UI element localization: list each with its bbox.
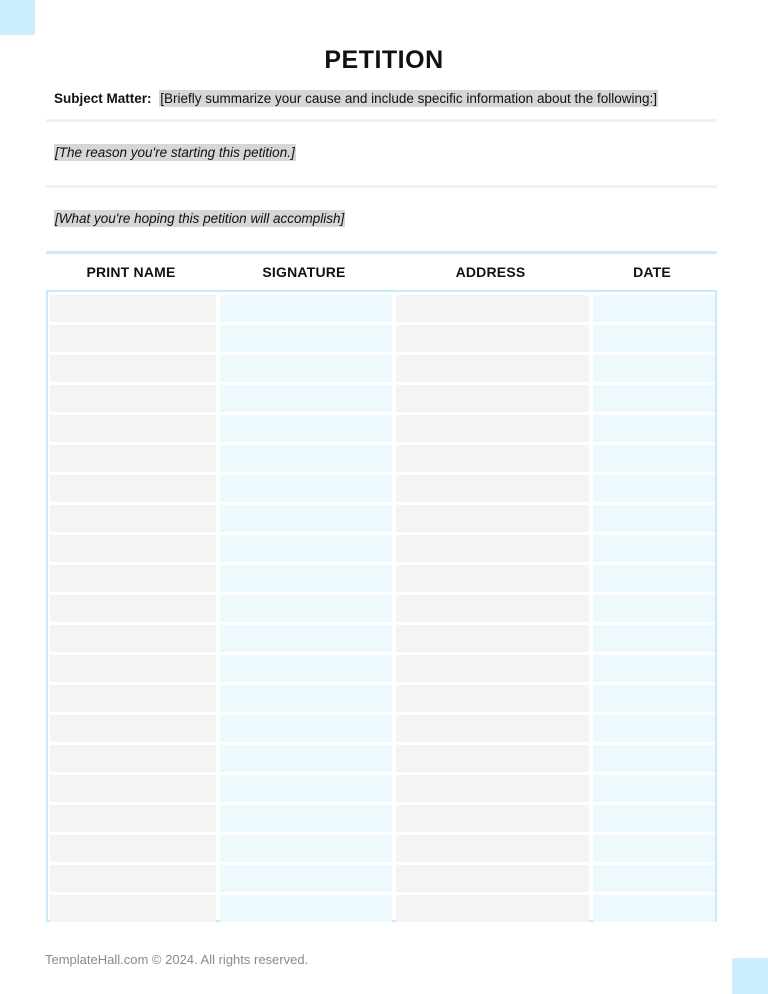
subject-matter-text[interactable]: [Briefly summarize your cause and include specific information about the following:] [160,91,658,106]
table-row [48,655,715,682]
cell-date[interactable] [593,475,715,502]
cell-date[interactable] [593,565,715,592]
cell-address[interactable] [396,325,589,352]
table-row [48,625,715,652]
cell-print-name[interactable] [50,415,216,442]
goal-row [54,211,345,226]
cell-address[interactable] [396,865,589,892]
cell-signature[interactable] [220,385,392,412]
subject-matter-label: Subject Matter: [54,91,152,106]
table-row [48,475,715,502]
cell-signature[interactable] [220,355,392,382]
cell-date[interactable] [593,685,715,712]
table-row [48,715,715,742]
cell-print-name[interactable] [50,355,216,382]
cell-signature[interactable] [220,445,392,472]
table-row [48,445,715,472]
cell-signature[interactable] [220,625,392,652]
cell-signature[interactable] [220,415,392,442]
cell-print-name[interactable] [50,895,216,922]
cell-date[interactable] [593,715,715,742]
cell-signature[interactable] [220,715,392,742]
cell-date[interactable] [593,805,715,832]
cell-date[interactable] [593,355,715,382]
cell-address[interactable] [396,655,589,682]
cell-print-name[interactable] [50,865,216,892]
cell-address[interactable] [396,505,589,532]
table-row [48,745,715,772]
corner-accent-top-left [0,0,35,35]
cell-print-name[interactable] [50,745,216,772]
cell-date[interactable] [593,835,715,862]
cell-signature[interactable] [220,475,392,502]
cell-signature[interactable] [220,865,392,892]
cell-address[interactable] [396,745,589,772]
cell-signature[interactable] [220,775,392,802]
cell-address[interactable] [396,625,589,652]
footer-copyright: TemplateHall.com © 2024. All rights reserved. [45,952,309,967]
cell-print-name[interactable] [50,625,216,652]
column-header-print-name: PRINT NAME [86,264,176,280]
cell-address[interactable] [396,415,589,442]
cell-signature[interactable] [220,745,392,772]
reason-text[interactable]: [The reason you're starting this petition.] [55,145,295,160]
cell-address[interactable] [396,805,589,832]
cell-print-name[interactable] [50,295,216,322]
cell-print-name[interactable] [50,655,216,682]
table-row [48,355,715,382]
cell-print-name[interactable] [50,805,216,832]
table-row [48,775,715,802]
cell-print-name[interactable] [50,535,216,562]
cell-address[interactable] [396,685,589,712]
cell-date[interactable] [593,655,715,682]
cell-print-name[interactable] [50,685,216,712]
cell-date[interactable] [593,445,715,472]
cell-date[interactable] [593,295,715,322]
divider-2 [46,185,717,188]
cell-address[interactable] [396,385,589,412]
table-row [48,805,715,832]
cell-date[interactable] [593,385,715,412]
cell-signature[interactable] [220,835,392,862]
table-row [48,295,715,322]
cell-date[interactable] [593,625,715,652]
cell-print-name[interactable] [50,475,216,502]
cell-date[interactable] [593,505,715,532]
cell-signature[interactable] [220,895,392,922]
cell-print-name[interactable] [50,505,216,532]
cell-signature[interactable] [220,805,392,832]
column-header-date: DATE [633,264,671,280]
cell-date[interactable] [593,775,715,802]
cell-print-name[interactable] [50,325,216,352]
table-row [48,505,715,532]
column-header-signature: SIGNATURE [262,264,346,280]
cell-date[interactable] [593,415,715,442]
cell-address[interactable] [396,595,589,622]
table-row [48,385,715,412]
cell-address[interactable] [396,775,589,802]
table-row [48,415,715,442]
cell-signature[interactable] [220,685,392,712]
table-row [48,595,715,622]
cell-address[interactable] [396,535,589,562]
cell-address[interactable] [396,355,589,382]
cell-date[interactable] [593,895,715,922]
cell-date[interactable] [593,595,715,622]
cell-signature[interactable] [220,595,392,622]
table-row [48,895,715,922]
cell-address[interactable] [396,895,589,922]
cell-print-name[interactable] [50,595,216,622]
cell-print-name[interactable] [50,565,216,592]
table-row [48,325,715,352]
column-header-address: ADDRESS [455,264,526,280]
table-top-rule [46,251,717,254]
cell-signature[interactable] [220,565,392,592]
cell-print-name[interactable] [50,835,216,862]
cell-address[interactable] [396,715,589,742]
cell-print-name[interactable] [50,775,216,802]
cell-date[interactable] [593,535,715,562]
cell-print-name[interactable] [50,385,216,412]
cell-address[interactable] [396,445,589,472]
cell-address[interactable] [396,295,589,322]
page-title: PETITION [324,46,444,74]
reason-row [54,145,296,160]
cell-signature[interactable] [220,505,392,532]
cell-signature[interactable] [220,295,392,322]
divider-1 [46,119,717,122]
table-row [48,565,715,592]
cell-signature[interactable] [220,655,392,682]
cell-date[interactable] [593,865,715,892]
cell-date[interactable] [593,745,715,772]
cell-print-name[interactable] [50,715,216,742]
cell-print-name[interactable] [50,445,216,472]
cell-signature[interactable] [220,325,392,352]
table-row [48,685,715,712]
table-row [48,535,715,562]
cell-address[interactable] [396,565,589,592]
subject-matter-row [54,91,658,106]
table-row [48,835,715,862]
signature-table [46,290,717,922]
cell-address[interactable] [396,475,589,502]
goal-text[interactable]: [What you're hoping this petition will accomplish] [55,211,345,226]
table-row [48,865,715,892]
corner-accent-bottom-right [732,958,768,994]
cell-address[interactable] [396,835,589,862]
cell-signature[interactable] [220,535,392,562]
cell-date[interactable] [593,325,715,352]
